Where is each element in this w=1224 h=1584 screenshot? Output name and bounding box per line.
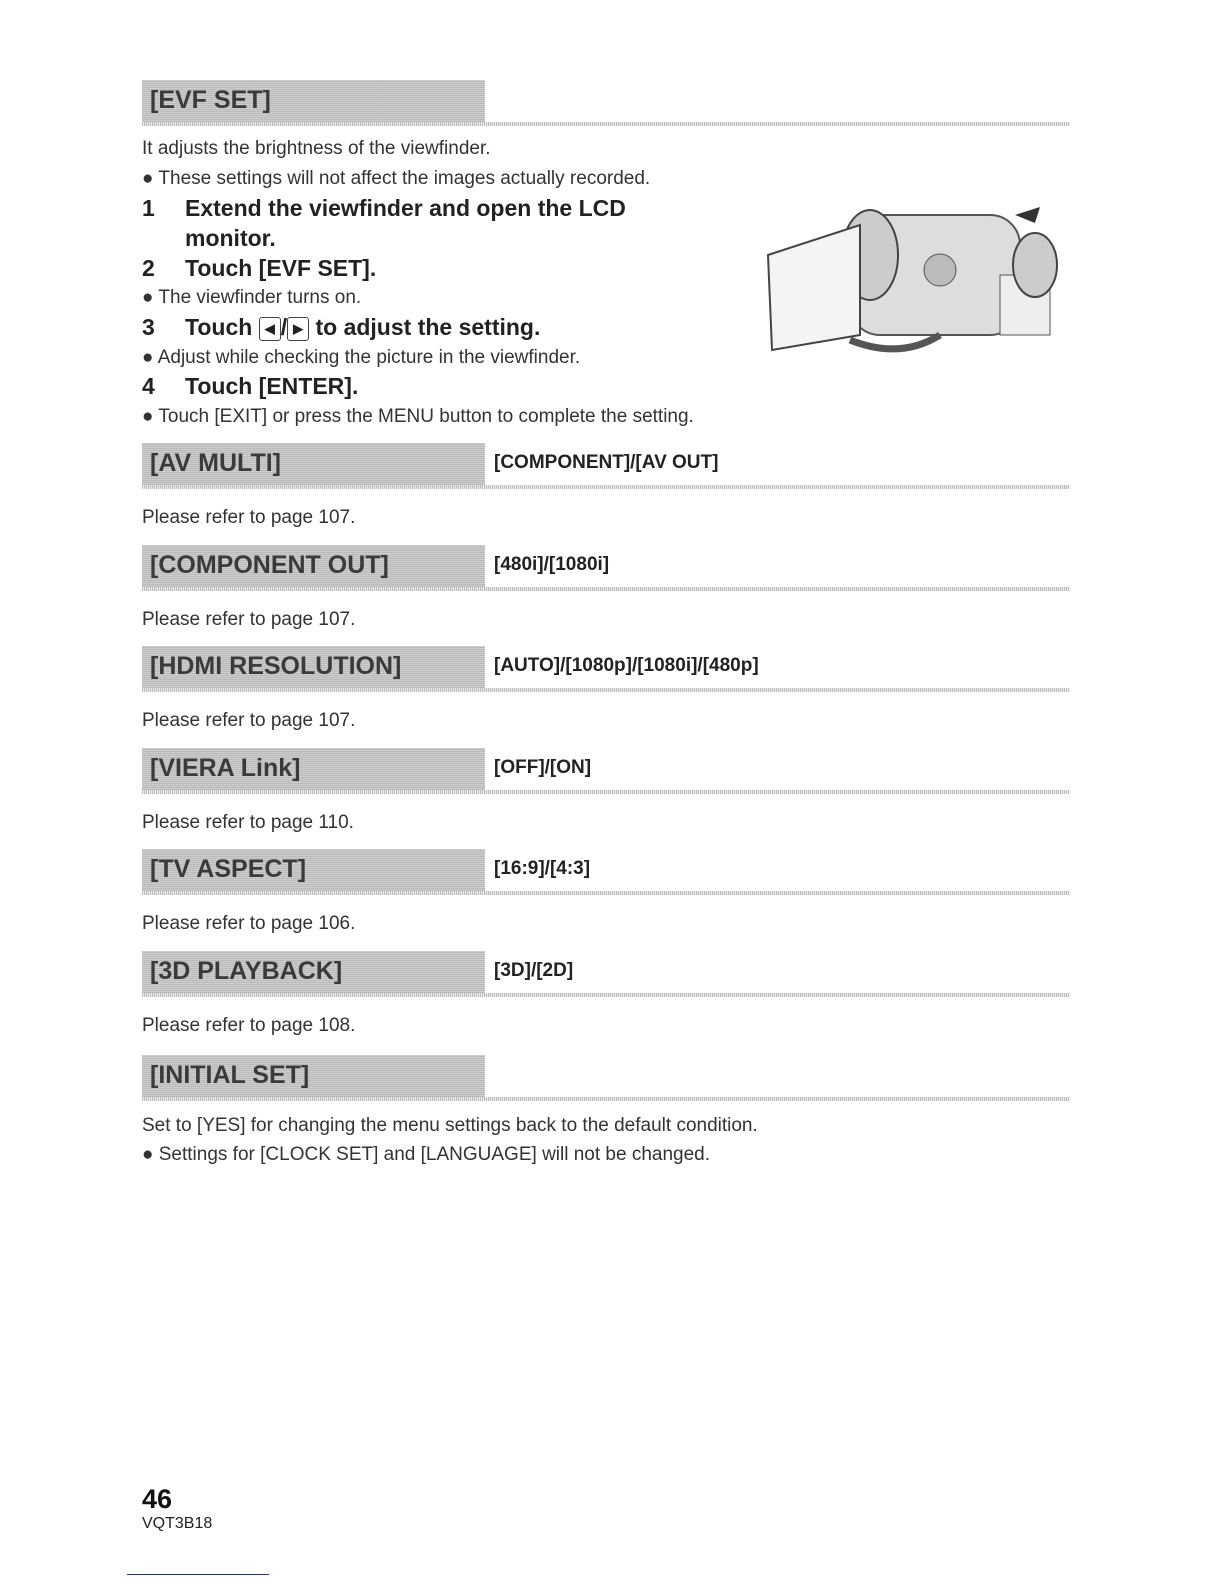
camcorder-illustration: [760, 195, 1070, 365]
section-body: Please refer to page 107.: [142, 507, 356, 528]
section-options: [3D]/[2D]: [494, 960, 574, 981]
intro-text: It adjusts the brightness of the viewfinder.: [142, 138, 491, 159]
section-header-evf-set: [142, 80, 1070, 126]
note-text: ● Settings for [CLOCK SET] and [LANGUAGE] will not be changed.: [142, 1144, 711, 1165]
section-header: [142, 748, 1070, 794]
step-3: 3 Touch ◀ / ▶ to adjust the setting.: [142, 314, 541, 340]
section-title: [INITIAL SET]: [150, 1061, 310, 1089]
section-header: [142, 646, 1070, 692]
section-options: [AUTO]/[1080p]/[1080i]/[480p]: [494, 655, 759, 676]
section-body: Please refer to page 108.: [142, 1015, 356, 1036]
section-title: [EVF SET]: [150, 86, 271, 114]
section-body: Set to [YES] for changing the menu settings back to the default condition.: [142, 1115, 758, 1136]
section-title: [VIERA Link]: [150, 754, 301, 782]
section-options: [OFF]/[ON]: [494, 757, 592, 778]
step-1: 1 Extend the viewfinder and open the LCD: [142, 195, 626, 221]
section-options: [480i]/[1080i]: [494, 554, 610, 575]
section-header: [142, 849, 1070, 895]
step-2: 2 Touch [EVF SET].: [142, 255, 377, 281]
section-body: Please refer to page 110.: [142, 812, 354, 833]
note-text: ● These settings will not affect the images actually recorded.: [142, 168, 651, 189]
section-options: [16:9]/[4:3]: [494, 858, 591, 879]
step-4-note: ● Touch [EXIT] or press the MENU button to complete the setting.: [142, 406, 694, 427]
step-1-cont: monitor.: [185, 225, 276, 251]
section-options: [COMPONENT]/[AV OUT]: [494, 452, 719, 473]
section-header: [142, 443, 1070, 489]
section-title: [AV MULTI]: [150, 449, 281, 477]
step-3-note: ● Adjust while checking the picture in the viewfinder.: [142, 347, 581, 368]
section-header: [142, 951, 1070, 997]
document-code: VQT3B18: [142, 1515, 213, 1532]
right-arrow-key-icon: ▶: [287, 317, 309, 341]
section-title: [3D PLAYBACK]: [150, 957, 343, 985]
section-title: [TV ASPECT]: [150, 855, 307, 883]
section-title: [HDMI RESOLUTION]: [150, 652, 402, 680]
step-2-note: ● The viewfinder turns on.: [142, 287, 362, 308]
page-number: 46: [142, 1484, 173, 1514]
section-body: Please refer to page 107.: [142, 710, 356, 731]
left-arrow-key-icon: ◀: [259, 317, 281, 341]
section-body: Please refer to page 107.: [142, 609, 356, 630]
step-4: 4 Touch [ENTER].: [142, 373, 359, 399]
section-header-initial-set: [142, 1055, 1070, 1101]
section-body: Please refer to page 106.: [142, 913, 356, 934]
section-header: [142, 545, 1070, 591]
footer-rule: [127, 1574, 269, 1575]
section-title: [COMPONENT OUT]: [150, 551, 389, 579]
